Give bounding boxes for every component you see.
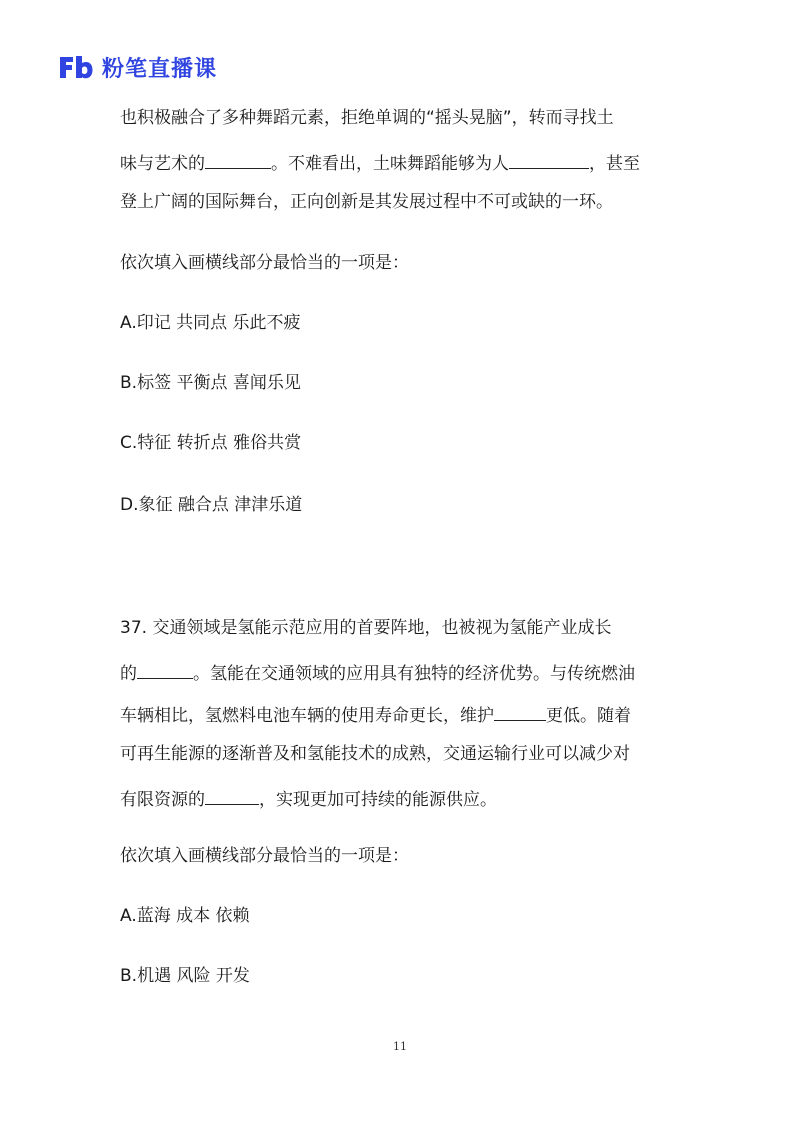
fb-logo-icon bbox=[58, 54, 94, 80]
paragraph-line bbox=[120, 704, 631, 726]
paragraph-line bbox=[120, 662, 635, 684]
page-number: 11 bbox=[393, 1040, 407, 1053]
text-span: 车辆相比，氢燃料电池车辆的使用寿命更长，维护 bbox=[120, 706, 494, 726]
paragraph-line bbox=[120, 746, 630, 768]
fill-blank bbox=[205, 152, 271, 169]
text-span: 登上广阔的国际舞台，正向创新是其发展过程中不可或缺的一环。 bbox=[120, 192, 613, 212]
text-span: 。氢能在交通领域的应用具有独特的经济优势。与传统燃油 bbox=[193, 664, 635, 684]
option-b bbox=[120, 968, 250, 990]
fill-blank bbox=[509, 152, 589, 169]
option-a bbox=[120, 315, 301, 337]
text-span: 依次填入画横线部分最恰当的一项是： bbox=[120, 253, 409, 273]
text-span: 可再生能源的逐渐普及和氢能技术的成熟，交通运输行业可以减少对 bbox=[120, 744, 630, 764]
text-span: 。不难看出，土味舞蹈能够为人 bbox=[271, 154, 509, 174]
text-span: 依次填入画横线部分最恰当的一项是： bbox=[120, 846, 409, 866]
text-span: D.象征 融合点 津津乐道 bbox=[120, 495, 303, 515]
question-37-line bbox=[120, 620, 611, 642]
brand-name: 粉笔直播课 bbox=[102, 56, 218, 82]
text-span: 味与艺术的 bbox=[120, 154, 205, 174]
text-span: C.特征 转折点 雅俗共赏 bbox=[120, 433, 302, 453]
paragraph-line bbox=[120, 110, 614, 132]
fill-blank bbox=[137, 662, 193, 679]
brand-header bbox=[58, 52, 217, 82]
text-span: ，实现更加可持续的能源供应。 bbox=[259, 790, 497, 810]
text-span: A.印记 共同点 乐此不疲 bbox=[120, 313, 301, 333]
text-span: B.标签 平衡点 喜闻乐见 bbox=[120, 373, 301, 393]
fill-blank bbox=[494, 704, 546, 721]
text-span: ，甚至 bbox=[589, 154, 640, 174]
question-prompt bbox=[120, 255, 409, 277]
paragraph-line bbox=[120, 194, 613, 216]
text-span: 的 bbox=[120, 664, 137, 684]
paragraph-line bbox=[120, 152, 640, 174]
option-c bbox=[120, 435, 301, 457]
fill-blank bbox=[205, 788, 259, 805]
option-a bbox=[120, 908, 250, 930]
option-d bbox=[120, 497, 302, 519]
text-span: 37. 交通领域是氢能示范应用的首要阵地，也被视为氢能产业成长 bbox=[120, 618, 612, 638]
text-span: 也积极融合了多种舞蹈元素，拒绝单调的“摇头晃脑”，转而寻找土 bbox=[120, 108, 614, 128]
text-span: 更低。随着 bbox=[546, 706, 631, 726]
text-span: B.机遇 风险 开发 bbox=[120, 966, 250, 986]
question-prompt bbox=[120, 848, 409, 870]
paragraph-line bbox=[120, 788, 497, 810]
option-b bbox=[120, 375, 301, 397]
text-span: 有限资源的 bbox=[120, 790, 205, 810]
text-span: A.蓝海 成本 依赖 bbox=[120, 906, 250, 926]
